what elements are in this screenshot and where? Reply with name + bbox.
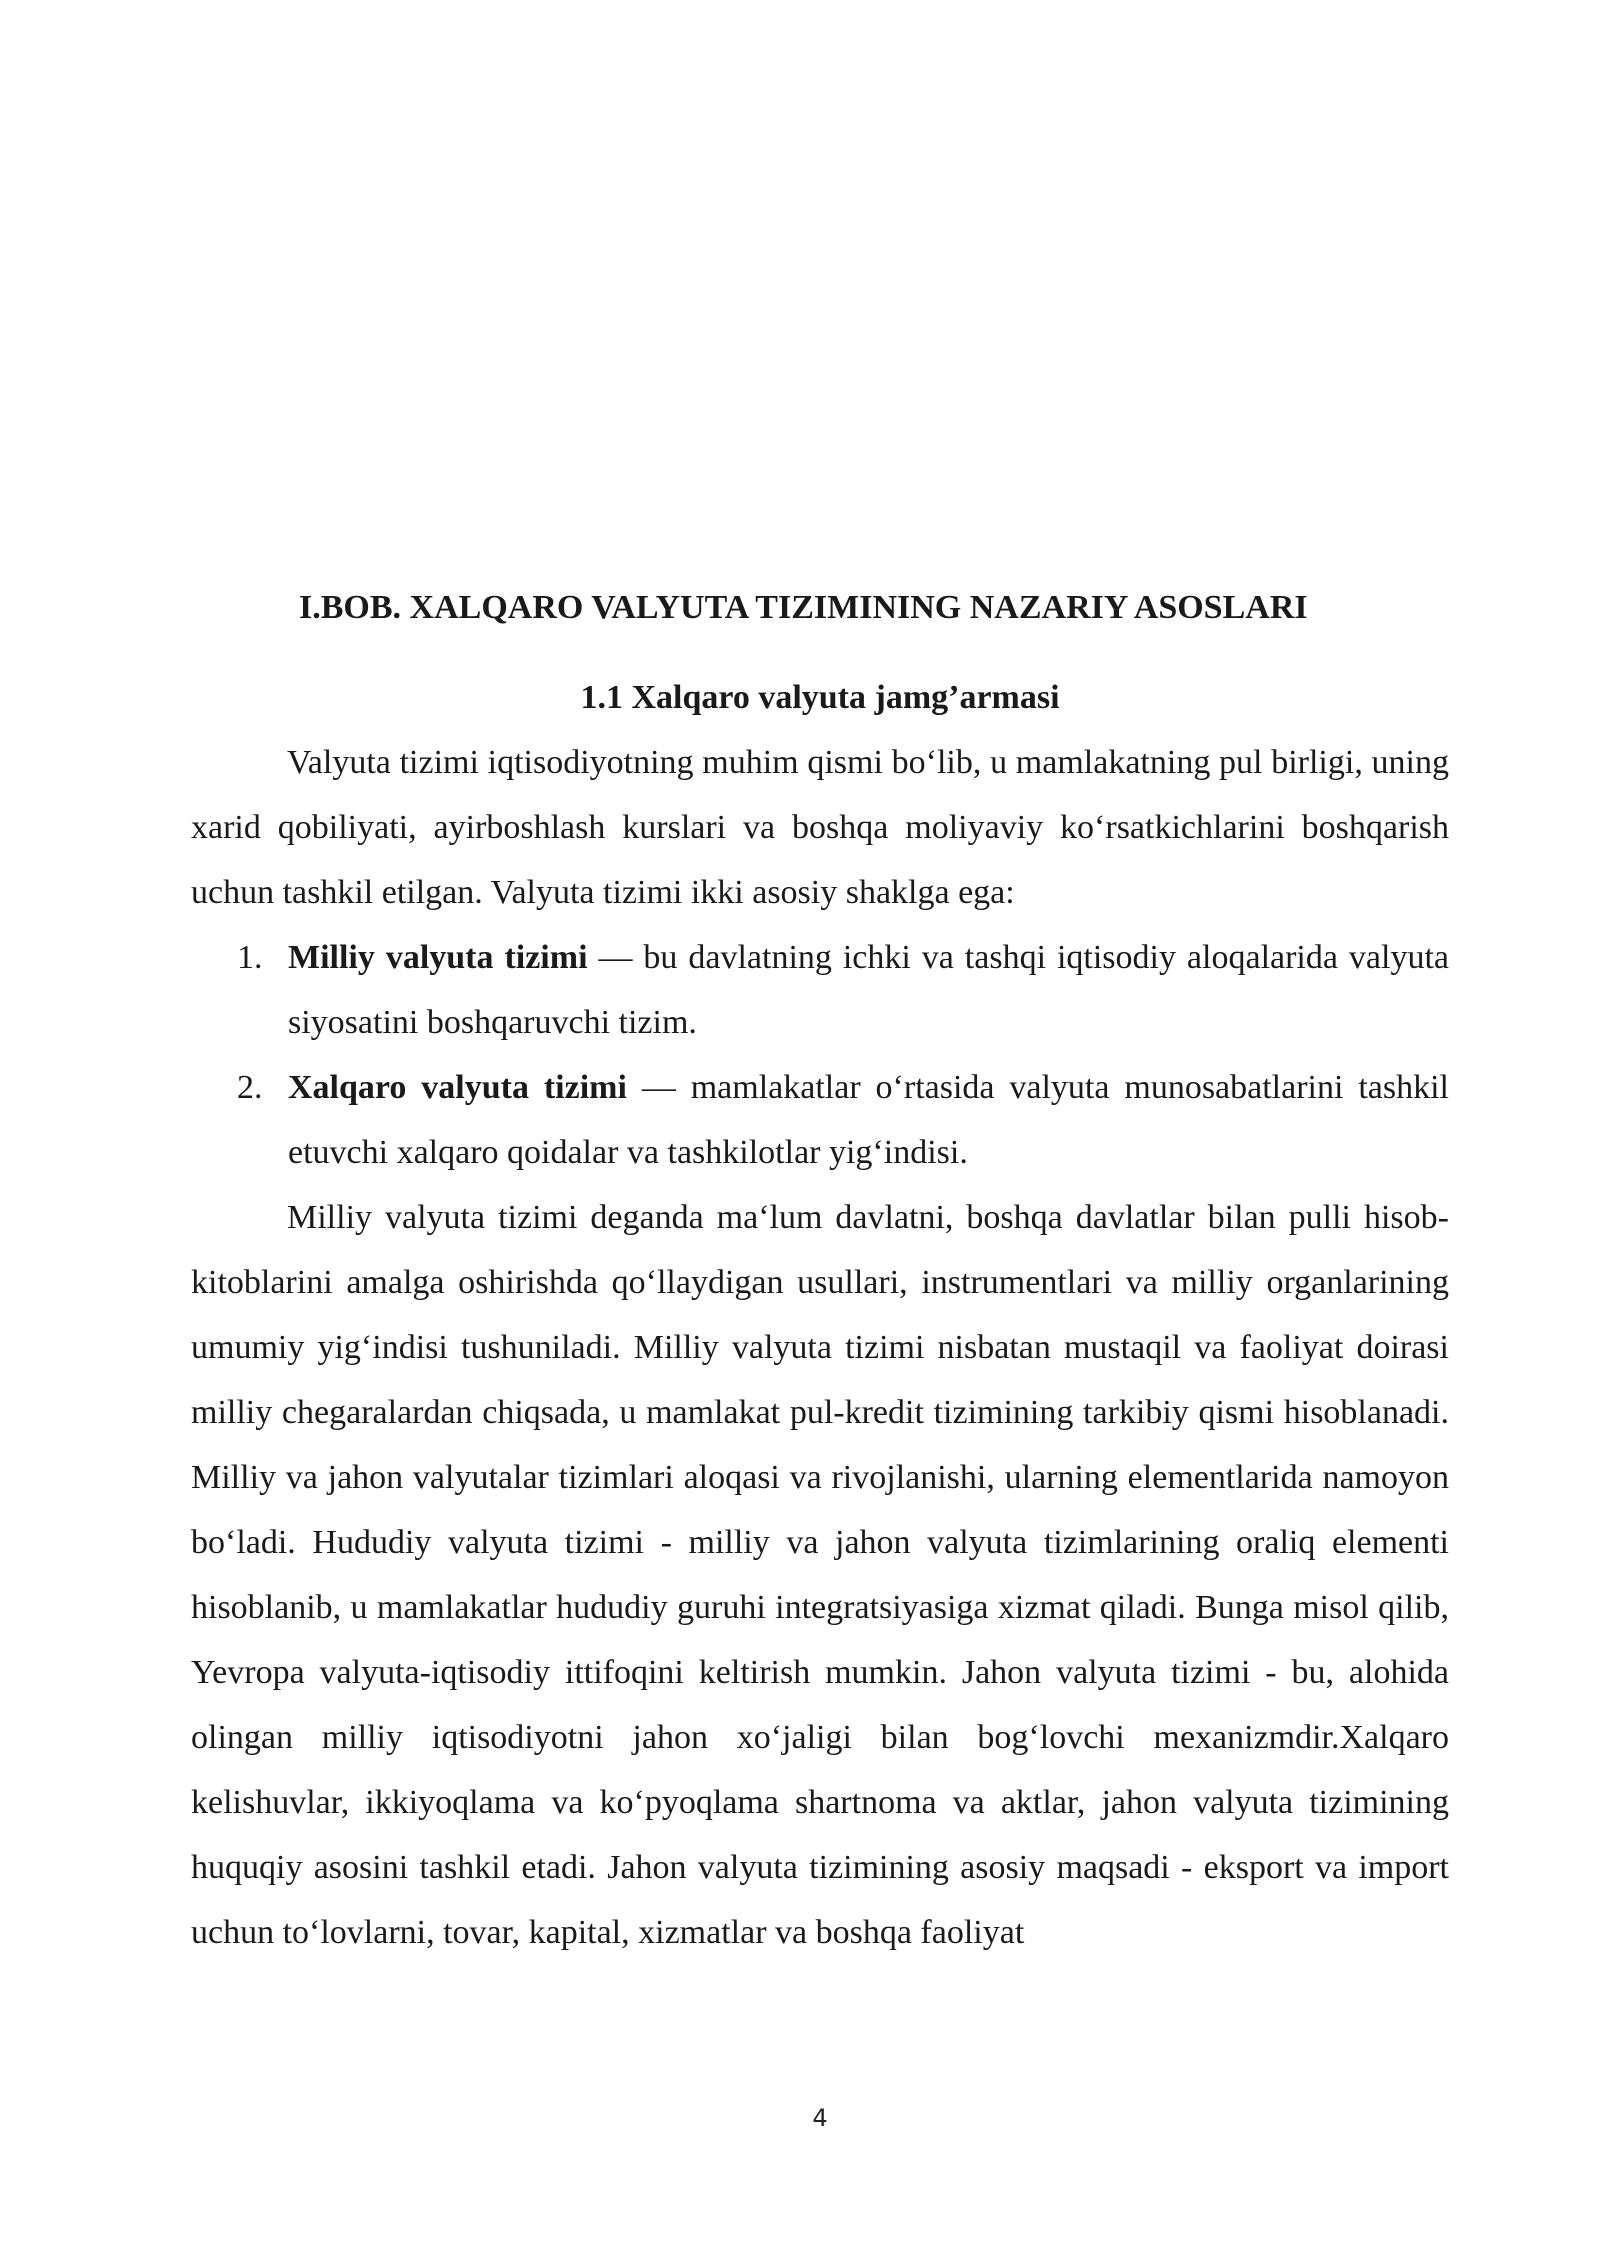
list-item bbox=[191, 925, 1449, 1055]
definition-list bbox=[191, 925, 1449, 1185]
intro-paragraph: Valyuta tizimi iqtisodiyotning muhim qismi bo‘lib, u mamlakatning pul birligi, uning xarid qobiliyati, ayirboshlash kurslari va boshqa moliyaviy ko‘rsatkichlarini boshqarish uchun tashkil etilgan. Valyuta tizimi ikki asosiy shaklga ega: bbox=[191, 744, 1449, 911]
list-item-term: Milliy valyuta tizimi bbox=[288, 939, 588, 976]
section-title: 1.1 Xalqaro valyuta jamg’armasi bbox=[580, 679, 1060, 716]
page-content bbox=[191, 576, 1449, 1965]
main-paragraph: Milliy valyuta tizimi deganda ma‘lum davlatni, boshqa davlatlar bilan pulli hisob-kitoblarini amalga oshirishda qo‘llaydigan usullari, instrumentlari va milliy organlarining umumiy yig‘indisi tushuniladi. Milliy valyuta tizimi nisbatan mustaqil va faoliyat doirasi milliy chegaralardan chiqsada, u mamlakat pul-kredit tizimining tarkibiy qismi hisoblanadi. Milliy va jahon valyutalar tizimlari aloqasi va rivojlanishi, ularning elementlarida namoyon bo‘ladi. Hududiy valyuta tizimi - milliy va jahon valyuta tizimlarining oraliq elementi hisoblanib, u mamlakatlar hududiy guruhi integratsiyasiga xizmat qiladi. Bunga misol qilib, Yevropa valyuta-iqtisodiy ittifoqini keltirish mumkin. Jahon valyuta tizimi - bu, alohida olingan milliy iqtisodiyotni jahon xo‘jaligi bilan bog‘lovchi mexanizmdir.Xalqaro kelishuvlar, ikkiyoqlama va ko‘pyoqlama shartnoma va aktlar, jahon valyuta tizimining huquqiy asosini tashkil etadi. Jahon valyuta tizimining asosiy maqsadi - eksport va import uchun to‘lovlarni, tovar, kapital, xizmatlar va boshqa faoliyat bbox=[191, 1199, 1449, 1951]
list-item-text: — mamlakatlar o‘rtasida valyuta munosabatlarini tashkil etuvchi xalqaro qoidalar va tashkilotlar yig‘indisi. bbox=[288, 1069, 1449, 1171]
list-item bbox=[191, 1055, 1449, 1185]
page-number: 4 bbox=[812, 2104, 828, 2132]
list-item-text: — bu davlatning ichki va tashqi iqtisodiy aloqalarida valyuta siyosatini boshqaruvchi tizim. bbox=[288, 939, 1449, 1041]
list-item-number: 1. bbox=[237, 939, 263, 976]
list-item-term: Xalqaro valyuta tizimi bbox=[288, 1069, 627, 1106]
chapter-title: I.BOB. XALQARO VALYUTA TIZIMINING NAZARIY ASOSLARI bbox=[299, 589, 1308, 626]
list-item-number: 2. bbox=[237, 1069, 263, 1106]
